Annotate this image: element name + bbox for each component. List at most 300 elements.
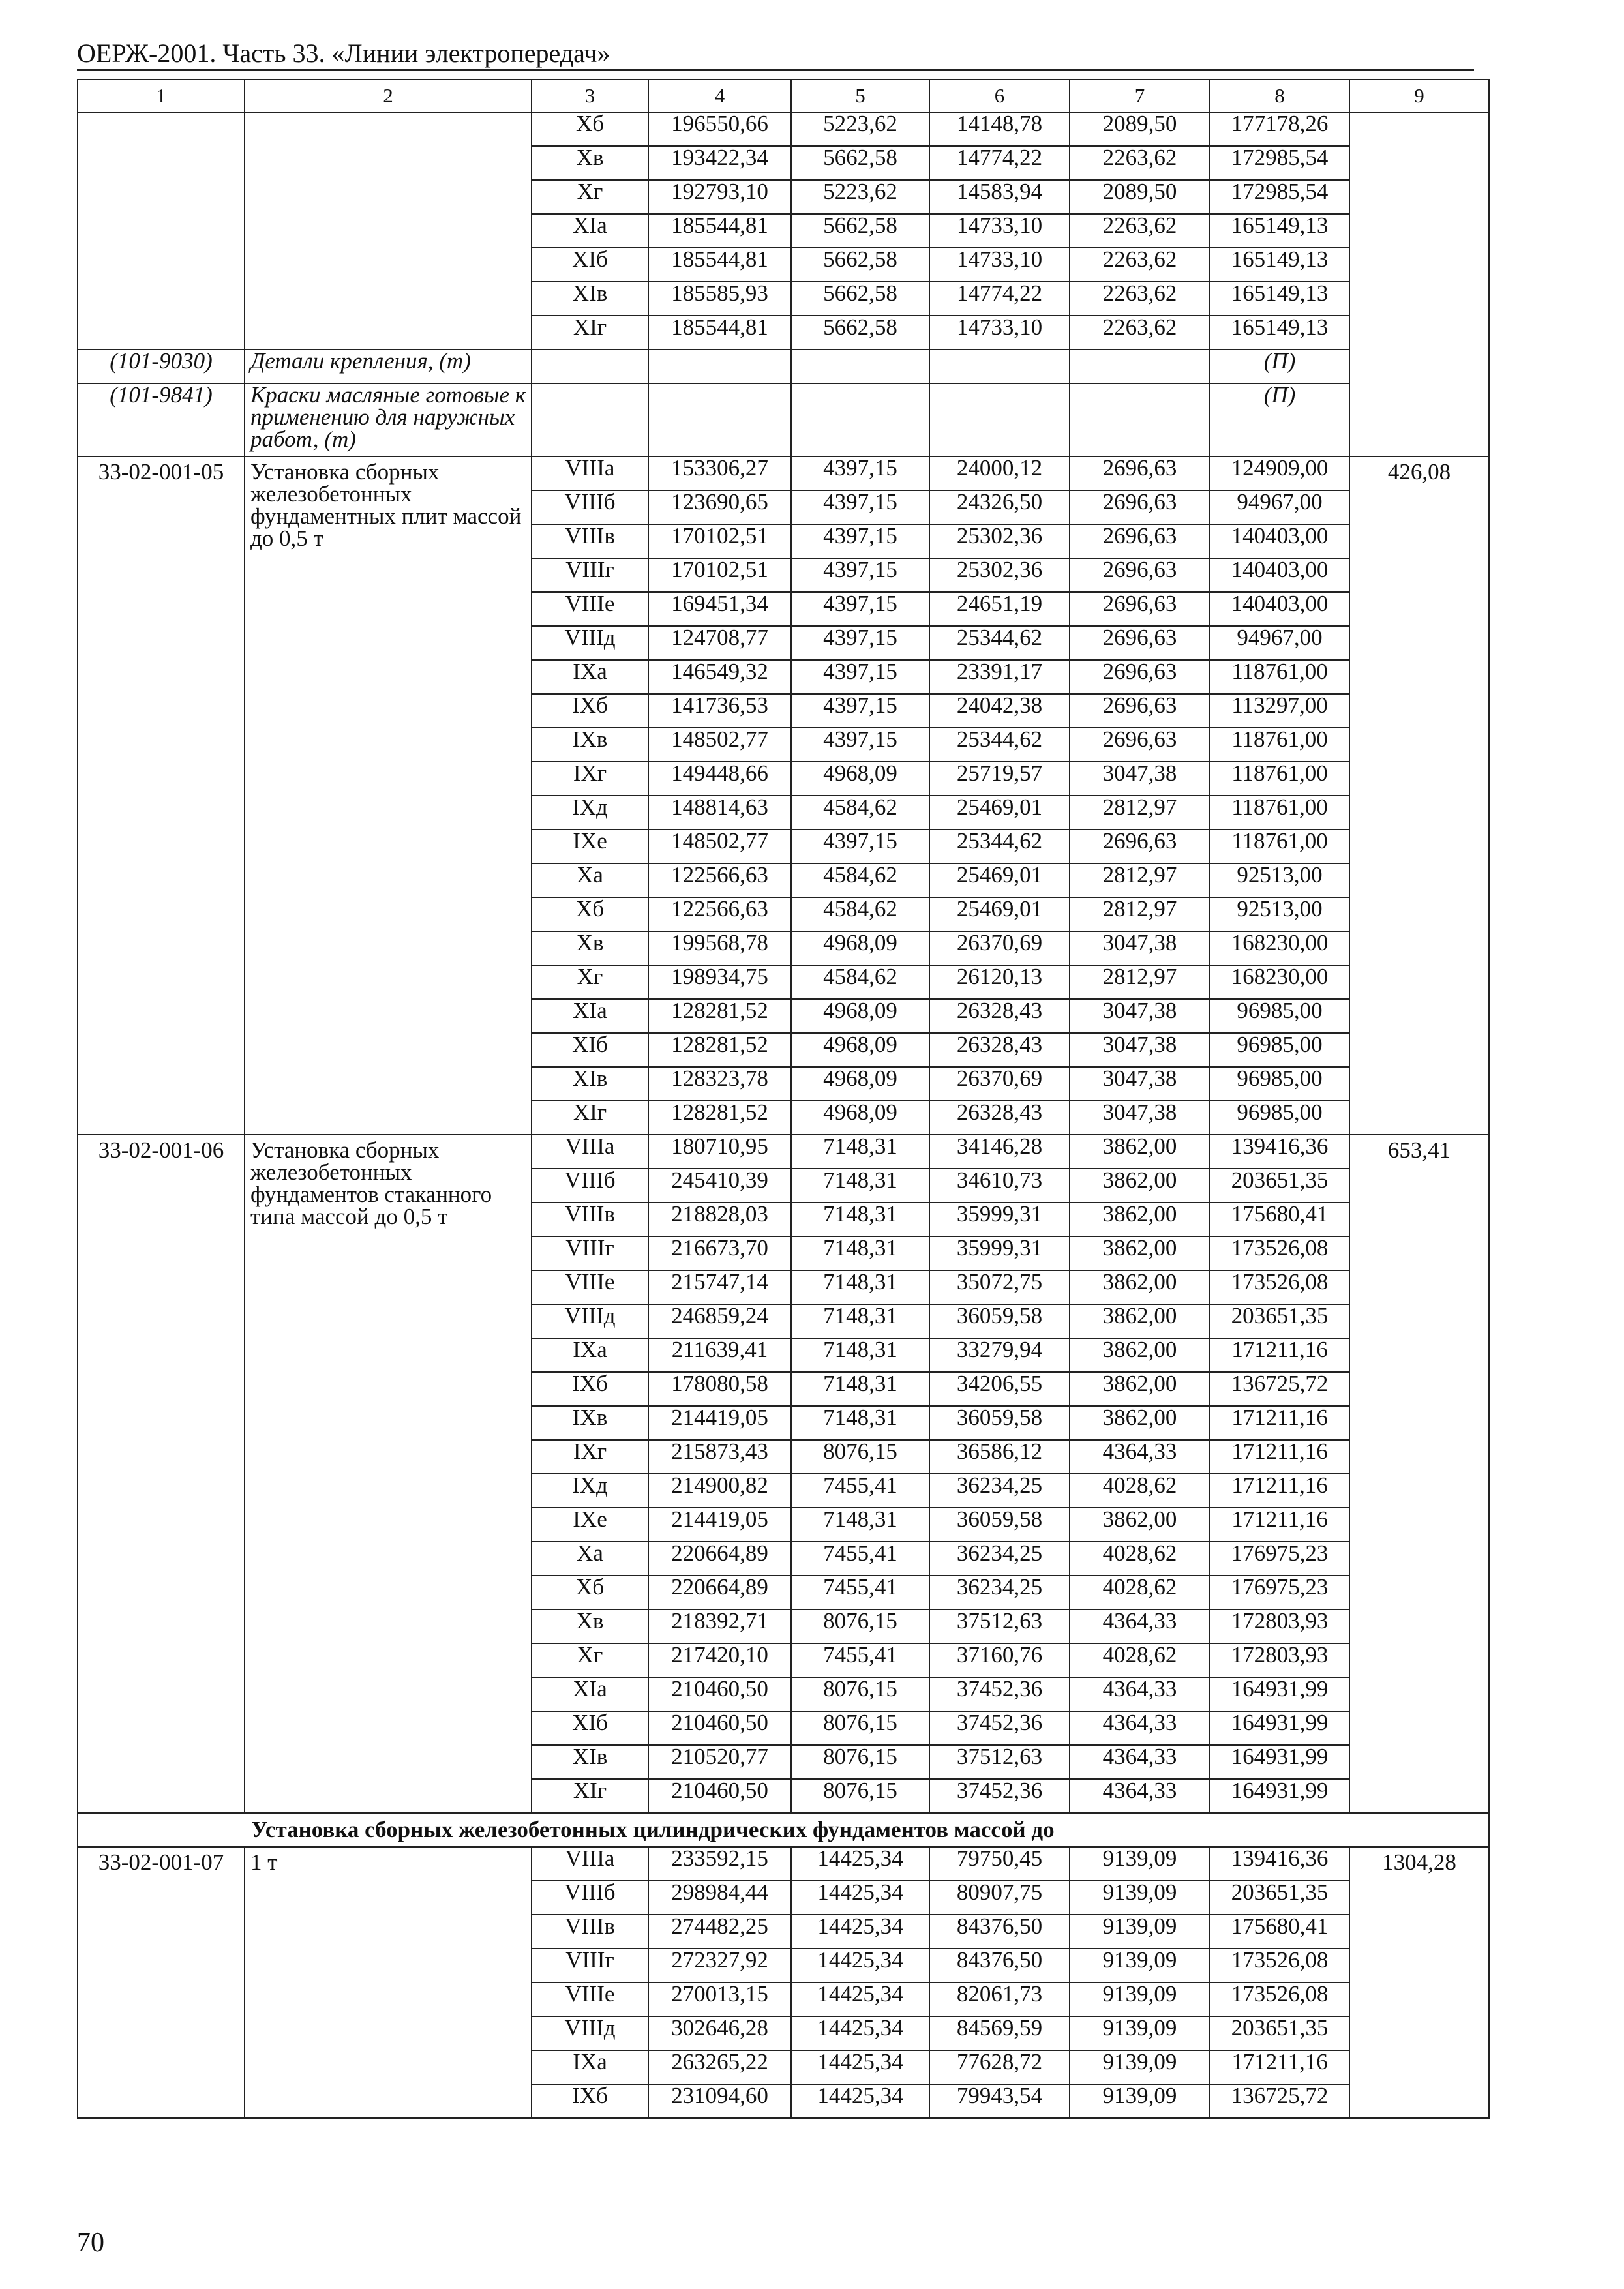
cell-c5: 7455,41 (791, 1542, 929, 1576)
cell-c3: IXд (532, 1474, 648, 1508)
cell-c8: 175680,41 (1210, 1915, 1349, 1949)
cell-c4: 220664,89 (648, 1542, 791, 1576)
cell-c6: 33279,94 (929, 1338, 1070, 1372)
cell-c7: 2089,50 (1070, 180, 1210, 214)
cell-c3: XIб (532, 1711, 648, 1745)
cell-c7: 2696,63 (1070, 728, 1210, 762)
cell-c5: 7148,31 (791, 1169, 929, 1203)
cell-c3: XIв (532, 282, 648, 316)
page-number: 70 (77, 2228, 104, 2258)
cell-c7 (1070, 383, 1210, 456)
cell-c8: 118761,00 (1210, 728, 1349, 762)
cell-c3: Xб (532, 1576, 648, 1609)
cell-c8: 96985,00 (1210, 1067, 1349, 1101)
cell-c7: 9139,09 (1070, 2050, 1210, 2084)
cell-c8: 203651,35 (1210, 2016, 1349, 2050)
cell-c5: 7148,31 (791, 1406, 929, 1440)
cell-c6: 25344,62 (929, 626, 1070, 660)
cell-c3: XIг (532, 1101, 648, 1135)
cell-c7: 3862,00 (1070, 1508, 1210, 1542)
section-name: 1 т (245, 1847, 532, 2118)
cell-c7: 4364,33 (1070, 1609, 1210, 1643)
cell-c8: 172803,93 (1210, 1609, 1349, 1643)
section-c9: 426,08 (1349, 456, 1489, 1135)
cell-c4: 146549,32 (648, 660, 791, 694)
cell-c8: 171211,16 (1210, 1474, 1349, 1508)
cell-c5: 7148,31 (791, 1508, 929, 1542)
cell-c8: 140403,00 (1210, 558, 1349, 592)
cell-c6: 34610,73 (929, 1169, 1070, 1203)
cell-c4: 274482,25 (648, 1915, 791, 1949)
cell-c7: 2696,63 (1070, 830, 1210, 863)
cell-c6: 37512,63 (929, 1745, 1070, 1779)
cell-c8: 176975,23 (1210, 1542, 1349, 1576)
cell-c5: 4584,62 (791, 965, 929, 999)
cell-c5: 4968,09 (791, 762, 929, 796)
cell-c7: 2263,62 (1070, 316, 1210, 350)
cell-c6: 79750,45 (929, 1847, 1070, 1881)
cell-c5: 4584,62 (791, 863, 929, 897)
cell-c6: 25344,62 (929, 728, 1070, 762)
cell-c8: 172803,93 (1210, 1643, 1349, 1677)
cell-c7: 4364,33 (1070, 1711, 1210, 1745)
cell-c8: 171211,16 (1210, 1338, 1349, 1372)
cell-c4: 210460,50 (648, 1711, 791, 1745)
cell-c8: 164931,99 (1210, 1745, 1349, 1779)
cell-c8: 113297,00 (1210, 694, 1349, 728)
cell-c7: 4028,62 (1070, 1474, 1210, 1508)
column-header: 2 (245, 80, 532, 112)
cell-c6: 80907,75 (929, 1881, 1070, 1915)
cell-c5: 4584,62 (791, 897, 929, 931)
cell-c6: 26328,43 (929, 999, 1070, 1033)
cell-c5: 4397,15 (791, 660, 929, 694)
material-row (78, 383, 1489, 456)
column-header: 6 (929, 80, 1070, 112)
cell-c4: 192793,10 (648, 180, 791, 214)
cell-c8: 96985,00 (1210, 1101, 1349, 1135)
cell-c3: XIг (532, 1779, 648, 1813)
cell-c3: Xб (532, 897, 648, 931)
cell-c8: 118761,00 (1210, 660, 1349, 694)
cell-c6: 25719,57 (929, 762, 1070, 796)
cell-c3: IXг (532, 1440, 648, 1474)
cell-c6: 36234,25 (929, 1474, 1070, 1508)
cell-c6: 84569,59 (929, 2016, 1070, 2050)
cell-c5: 7148,31 (791, 1338, 929, 1372)
cell-c6: 37452,36 (929, 1677, 1070, 1711)
cell-c6: 35072,75 (929, 1270, 1070, 1304)
cell-c6: 23391,17 (929, 660, 1070, 694)
section-code: 33-02-001-05 (78, 456, 245, 1135)
cell-c3: IXа (532, 660, 648, 694)
cell-c6: 36059,58 (929, 1406, 1070, 1440)
cell-c3: VIIIа (532, 1847, 648, 1881)
section-c9: 653,41 (1349, 1135, 1489, 1813)
cell-c4: 169451,34 (648, 592, 791, 626)
cell-c7: 3862,00 (1070, 1135, 1210, 1169)
cell-c7: 9139,09 (1070, 1847, 1210, 1881)
cell-c7: 3862,00 (1070, 1304, 1210, 1338)
cell-c6: 36234,25 (929, 1542, 1070, 1576)
cell-c4: 298984,44 (648, 1881, 791, 1915)
cell-c3: Xв (532, 931, 648, 965)
cell-c4: 272327,92 (648, 1949, 791, 1982)
cell-c8: 173526,08 (1210, 1982, 1349, 2016)
cell-c5: 8076,15 (791, 1677, 929, 1711)
cell-c7: 2263,62 (1070, 214, 1210, 248)
cell-c6: 37512,63 (929, 1609, 1070, 1643)
cell-c4: 180710,95 (648, 1135, 791, 1169)
cell-c8: 203651,35 (1210, 1169, 1349, 1203)
cell-c6: 25302,36 (929, 558, 1070, 592)
cell-c8: 118761,00 (1210, 830, 1349, 863)
cell-c3: VIIIа (532, 456, 648, 490)
cell-c3: VIIIд (532, 626, 648, 660)
material-unit: (П) (1210, 350, 1349, 383)
cell-c7 (1070, 350, 1210, 383)
cell-c7: 3862,00 (1070, 1338, 1210, 1372)
section-code: 33-02-001-06 (78, 1135, 245, 1813)
cell-c7: 9139,09 (1070, 1949, 1210, 1982)
cell-c3: IXд (532, 796, 648, 830)
cell-c5: 4397,15 (791, 558, 929, 592)
cell-c7: 3862,00 (1070, 1169, 1210, 1203)
cell-c7: 2263,62 (1070, 248, 1210, 282)
cell-c3: IXв (532, 728, 648, 762)
cell-c4: 128281,52 (648, 1101, 791, 1135)
cell-c4: 263265,22 (648, 2050, 791, 2084)
cell-c7: 2696,63 (1070, 524, 1210, 558)
cell-c7: 4364,33 (1070, 1677, 1210, 1711)
cell-c5: 7148,31 (791, 1135, 929, 1169)
cell-c6: 14733,10 (929, 214, 1070, 248)
cell-c4: 231094,60 (648, 2084, 791, 2118)
cell-c5: 7148,31 (791, 1372, 929, 1406)
cell-c5: 4397,15 (791, 592, 929, 626)
cell-c6: 82061,73 (929, 1982, 1070, 2016)
cell-c3: VIIIа (532, 1135, 648, 1169)
cell-c5: 7455,41 (791, 1474, 929, 1508)
cell-c6: 84376,50 (929, 1915, 1070, 1949)
cell-c5: 8076,15 (791, 1745, 929, 1779)
cell-c4: 123690,65 (648, 490, 791, 524)
cell-c3: VIIIв (532, 524, 648, 558)
cell-c5: 8076,15 (791, 1711, 929, 1745)
cell-c7: 2696,63 (1070, 694, 1210, 728)
cell-c6: 79943,54 (929, 2084, 1070, 2118)
cell-c6: 26120,13 (929, 965, 1070, 999)
cell-c4 (648, 383, 791, 456)
cell-c8: 177178,26 (1210, 112, 1349, 146)
cell-c6: 14148,78 (929, 112, 1070, 146)
cell-c3: VIIIг (532, 1236, 648, 1270)
cell-c7: 4364,33 (1070, 1440, 1210, 1474)
cell-c6: 14774,22 (929, 282, 1070, 316)
cell-c3: VIIIв (532, 1203, 648, 1236)
section-c9: 1304,28 (1349, 1847, 1489, 2118)
material-unit: (П) (1210, 383, 1349, 456)
cell-c5: 5662,58 (791, 146, 929, 180)
cell-c5: 14425,34 (791, 1881, 929, 1915)
cell-c5: 4968,09 (791, 931, 929, 965)
cell-c4: 245410,39 (648, 1169, 791, 1203)
cell-c7: 3862,00 (1070, 1270, 1210, 1304)
cell-c7: 4364,33 (1070, 1745, 1210, 1779)
cell-c4 (648, 350, 791, 383)
cell-c5: 7148,31 (791, 1270, 929, 1304)
cell-c4: 170102,51 (648, 524, 791, 558)
cell-c5: 14425,34 (791, 2084, 929, 2118)
cell-c6: 36234,25 (929, 1576, 1070, 1609)
cell-c6: 36059,58 (929, 1508, 1070, 1542)
cell-c7: 4028,62 (1070, 1643, 1210, 1677)
cell-c4: 178080,58 (648, 1372, 791, 1406)
cell-c8: 96985,00 (1210, 999, 1349, 1033)
cell-c8: 139416,36 (1210, 1847, 1349, 1881)
cell-c7: 3862,00 (1070, 1236, 1210, 1270)
column-header: 3 (532, 80, 648, 112)
group-title-row (78, 1813, 1489, 1847)
cell-c8: 94967,00 (1210, 490, 1349, 524)
cell-c6: 35999,31 (929, 1203, 1070, 1236)
cell-c6: 26328,43 (929, 1033, 1070, 1067)
cell-c7: 2263,62 (1070, 282, 1210, 316)
cell-c8: 165149,13 (1210, 282, 1349, 316)
material-name: Краски масляные готовые к применению для наружных работ, (т) (245, 383, 532, 456)
cell-c6: 77628,72 (929, 2050, 1070, 2084)
cell-c8: 203651,35 (1210, 1881, 1349, 1915)
cell-c3: VIIIе (532, 1270, 648, 1304)
cell-c3: IXа (532, 1338, 648, 1372)
cell-c7: 2812,97 (1070, 796, 1210, 830)
cell-c6: 14583,94 (929, 180, 1070, 214)
cell-c4: 199568,78 (648, 931, 791, 965)
cell-c3: XIа (532, 999, 648, 1033)
cell-c4: 153306,27 (648, 456, 791, 490)
cell-c6: 26370,69 (929, 1067, 1070, 1101)
cell-c5: 4968,09 (791, 1101, 929, 1135)
cell-c3: IXб (532, 1372, 648, 1406)
cell-c7: 2812,97 (1070, 863, 1210, 897)
column-header: 9 (1349, 80, 1489, 112)
cell-c3: VIIIв (532, 1915, 648, 1949)
cell-c8: 96985,00 (1210, 1033, 1349, 1067)
cell-c3: VIIIе (532, 1982, 648, 2016)
cell-c7: 3047,38 (1070, 1033, 1210, 1067)
cell-c4: 122566,63 (648, 897, 791, 931)
cell-c7: 4028,62 (1070, 1576, 1210, 1609)
cell-c5: 4397,15 (791, 490, 929, 524)
cell-c8: 171211,16 (1210, 1508, 1349, 1542)
cell-c4: 148502,77 (648, 728, 791, 762)
cell-c3: IXв (532, 1406, 648, 1440)
cell-c8: 173526,08 (1210, 1949, 1349, 1982)
cell-c6: 24326,50 (929, 490, 1070, 524)
cell-c5: 7148,31 (791, 1236, 929, 1270)
cell-c8: 165149,13 (1210, 316, 1349, 350)
cell-c3: IXе (532, 830, 648, 863)
cell-c4: 185585,93 (648, 282, 791, 316)
cell-c8: 118761,00 (1210, 796, 1349, 830)
cell-c5: 7148,31 (791, 1304, 929, 1338)
cell-c3: Xг (532, 965, 648, 999)
cell-c6: 14774,22 (929, 146, 1070, 180)
cell-c3: Xг (532, 180, 648, 214)
cell-c6: 37452,36 (929, 1711, 1070, 1745)
cell-c7: 9139,09 (1070, 1915, 1210, 1949)
cell-c4: 185544,81 (648, 316, 791, 350)
cell-c3: Xа (532, 863, 648, 897)
cell-c3: Xв (532, 146, 648, 180)
cell-c5: 14425,34 (791, 1949, 929, 1982)
cell-c6: 14733,10 (929, 316, 1070, 350)
cell-c7: 9139,09 (1070, 2084, 1210, 2118)
cell-c4: 141736,53 (648, 694, 791, 728)
cell-c5: 4397,15 (791, 626, 929, 660)
cell-c4: 214419,05 (648, 1508, 791, 1542)
cell-c7: 3047,38 (1070, 931, 1210, 965)
cell-c7: 2696,63 (1070, 490, 1210, 524)
cell-c3: IXб (532, 2084, 648, 2118)
cell-c8: 172985,54 (1210, 146, 1349, 180)
cell-c3: VIIIд (532, 2016, 648, 2050)
cell-c8: 92513,00 (1210, 863, 1349, 897)
table-row (78, 456, 1489, 490)
rates-table (77, 79, 1490, 2119)
cell-c5: 4968,09 (791, 1067, 929, 1101)
cell-c3: IXб (532, 694, 648, 728)
group-title: Установка сборных железобетонных цилиндрических фундаментов массой до (78, 1813, 1489, 1847)
cell-c6: 25344,62 (929, 830, 1070, 863)
cell-c4: 210460,50 (648, 1677, 791, 1711)
cell-c4: 302646,28 (648, 2016, 791, 2050)
cell-c6: 14733,10 (929, 248, 1070, 282)
cell-c4: 196550,66 (648, 112, 791, 146)
cell-c3: VIIIд (532, 1304, 648, 1338)
cell-c7: 3862,00 (1070, 1372, 1210, 1406)
cell-c6: 26328,43 (929, 1101, 1070, 1135)
cell-c5: 4397,15 (791, 694, 929, 728)
cell-c4: 210460,50 (648, 1779, 791, 1813)
cell-c9 (1349, 112, 1489, 456)
cell-c4: 216673,70 (648, 1236, 791, 1270)
cell-c8: 203651,35 (1210, 1304, 1349, 1338)
cell-c4: 270013,15 (648, 1982, 791, 2016)
cell-c7: 3862,00 (1070, 1203, 1210, 1236)
cell-c3: XIг (532, 316, 648, 350)
table-row (78, 1135, 1489, 1169)
cell-c4: 185544,81 (648, 248, 791, 282)
column-header: 7 (1070, 80, 1210, 112)
cell-c5: 4968,09 (791, 999, 929, 1033)
cell-c8: 164931,99 (1210, 1779, 1349, 1813)
cell-c4: 185544,81 (648, 214, 791, 248)
cell-c8: 92513,00 (1210, 897, 1349, 931)
cell-c8: 164931,99 (1210, 1677, 1349, 1711)
cell-c4: 128281,52 (648, 1033, 791, 1067)
section-name: Установка сборных железобетонных фундаментных плит массой до 0,5 т (245, 456, 532, 1135)
cell-c7: 2696,63 (1070, 558, 1210, 592)
cell-c3: VIIIб (532, 1881, 648, 1915)
cell-name (245, 112, 532, 350)
material-code: (101-9030) (78, 350, 245, 383)
cell-c6: 37160,76 (929, 1643, 1070, 1677)
cell-c5: 4397,15 (791, 830, 929, 863)
cell-c5 (791, 383, 929, 456)
cell-c4: 215747,14 (648, 1270, 791, 1304)
cell-c6: 25469,01 (929, 863, 1070, 897)
cell-c8: 139416,36 (1210, 1135, 1349, 1169)
cell-c8: 118761,00 (1210, 762, 1349, 796)
cell-c5: 4968,09 (791, 1033, 929, 1067)
cell-c7: 4364,33 (1070, 1779, 1210, 1813)
cell-c6: 37452,36 (929, 1779, 1070, 1813)
cell-c8: 173526,08 (1210, 1270, 1349, 1304)
cell-c4: 128281,52 (648, 999, 791, 1033)
column-header: 4 (648, 80, 791, 112)
cell-c5: 5223,62 (791, 112, 929, 146)
cell-c6 (929, 383, 1070, 456)
cell-c4: 148502,77 (648, 830, 791, 863)
cell-c3: XIв (532, 1067, 648, 1101)
cell-c7: 3047,38 (1070, 1101, 1210, 1135)
cell-c3: VIIIг (532, 1949, 648, 1982)
cell-c5: 14425,34 (791, 2050, 929, 2084)
cell-c5 (791, 350, 929, 383)
cell-c4: 211639,41 (648, 1338, 791, 1372)
cell-c5: 5662,58 (791, 214, 929, 248)
cell-c3: Xа (532, 1542, 648, 1576)
cell-c4: 193422,34 (648, 146, 791, 180)
cell-c5: 5662,58 (791, 248, 929, 282)
cell-c5: 8076,15 (791, 1779, 929, 1813)
cell-c5: 14425,34 (791, 1915, 929, 1949)
section-name: Установка сборных железобетонных фундаментов стаканного типа массой до 0,5 т (245, 1135, 532, 1813)
cell-c3: Xб (532, 112, 648, 146)
cell-c8: 136725,72 (1210, 2084, 1349, 2118)
cell-c3: IXг (532, 762, 648, 796)
cell-c4: 210520,77 (648, 1745, 791, 1779)
cell-c6: 84376,50 (929, 1949, 1070, 1982)
cell-c8: 171211,16 (1210, 1440, 1349, 1474)
cell-c7: 2696,63 (1070, 626, 1210, 660)
cell-c5: 4397,15 (791, 524, 929, 558)
column-header: 1 (78, 80, 245, 112)
material-name: Детали крепления, (т) (245, 350, 532, 383)
cell-c4: 246859,24 (648, 1304, 791, 1338)
cell-c8: 124909,00 (1210, 456, 1349, 490)
cell-c8: 171211,16 (1210, 2050, 1349, 2084)
cell-c4: 124708,77 (648, 626, 791, 660)
cell-c4: 170102,51 (648, 558, 791, 592)
cell-c5: 4397,15 (791, 728, 929, 762)
cell-c8: 94967,00 (1210, 626, 1349, 660)
cell-c7: 2089,50 (1070, 112, 1210, 146)
cell-c7: 9139,09 (1070, 2016, 1210, 2050)
cell-c6: 24651,19 (929, 592, 1070, 626)
cell-c7: 4028,62 (1070, 1542, 1210, 1576)
cell-c8: 164931,99 (1210, 1711, 1349, 1745)
cell-c6: 25469,01 (929, 897, 1070, 931)
cell-c3: VIIIб (532, 490, 648, 524)
cell-c7: 3862,00 (1070, 1406, 1210, 1440)
cell-c8: 165149,13 (1210, 248, 1349, 282)
cell-c4: 214900,82 (648, 1474, 791, 1508)
cell-c5: 7148,31 (791, 1203, 929, 1236)
cell-c8: 176975,23 (1210, 1576, 1349, 1609)
cell-c4: 122566,63 (648, 863, 791, 897)
